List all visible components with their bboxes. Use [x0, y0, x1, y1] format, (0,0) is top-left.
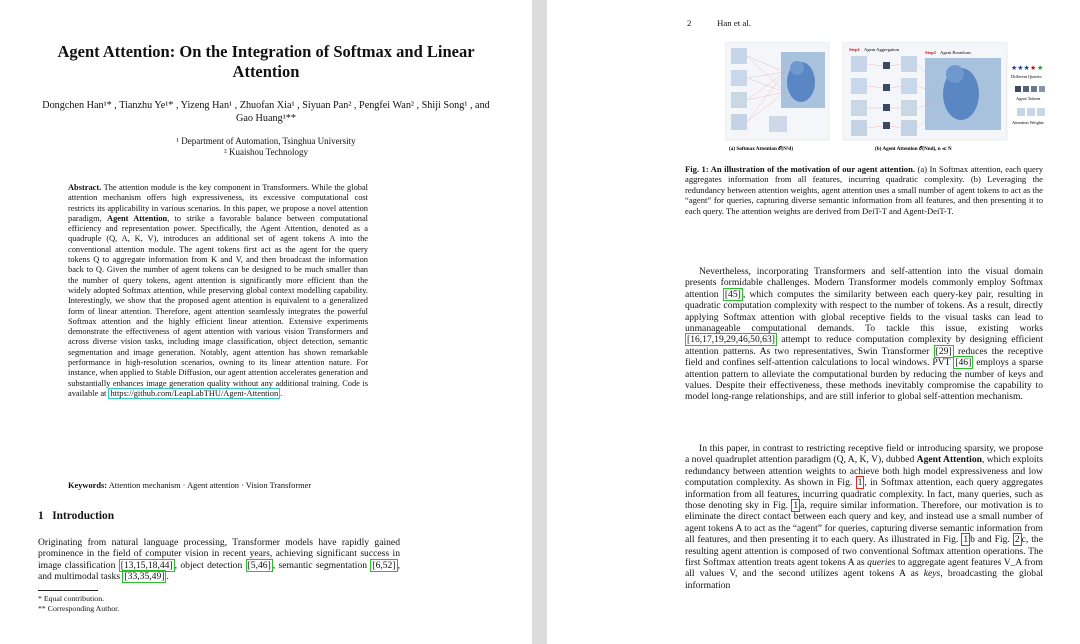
- section-heading: [38, 510, 114, 522]
- intro-paragraph: [38, 537, 400, 583]
- legend-weights: Attention Weights: [1012, 120, 1044, 125]
- step2-tag: Step2: [925, 50, 936, 55]
- paragraph-in-this-paper: [685, 443, 1043, 591]
- intro-text: , object detection: [174, 559, 243, 571]
- footnote-rule: [38, 590, 98, 591]
- body-text: , which exploits redundancy between attention weights to achieve both high model expressiveness and low computation complexity. As shown in Fig.: [685, 454, 1043, 489]
- abstract-text-b: , to strike a favorable balance between computational efficiency and representation power. Specifically, the Agent Attention, denoted as a quadruple (Q, A, K, V), introduces an additional set of agent tokens A into the conventional attention module. The agent tokens first act as the agent for the query tokens Q to aggregate information from K and V, and then broadcast the information back to Q. Given the number of agent tokens can be designed to be much smaller than the number of query tokens, agent attention is significantly more efficient than the widely adopted Softmax attention, while preserving global context modelling capability. Interestingly, we show that the proposed agent attention is equivalent to a generalized form of linear attention. Therefore, agent attention seamlessly integrates the powerful Softmax attention and the highly efficient linear attention. Extensive experiments demonstrate the effectiveness of agent attention with various vision Transformers and across diverse vision tasks, including image classification, object detection, semantic segmentation and image generation. Notably, agent attention has shown remarkable performance in high-resolution scenarios, owning to its linear attention nature. For instance, when applied to Stable Diffusion, our agent attention accelerates generation and substantially enhances image generation quality without any additional training. Code is available at: [68, 213, 369, 398]
- intro-text: .: [166, 571, 169, 583]
- figure-ref-link[interactable]: 1: [857, 477, 863, 489]
- citation-link[interactable]: [13,15,18,44]: [120, 559, 173, 571]
- step1-label: Agent Aggregation: [864, 47, 900, 52]
- star-icon: ★: [1037, 64, 1044, 72]
- citation-link[interactable]: [45]: [724, 288, 741, 300]
- body-text: employs a sparse attention pattern to alleviate the computational burden by reducing the number of keys and values. Despite their effectiveness, these methods inevitably compromise the capability to model long-range relationships, and are still inferior to global self-attention mechanism.: [685, 357, 1043, 403]
- star-icon: ★: [1030, 64, 1037, 72]
- softmax-attention-panel: [725, 42, 829, 140]
- body-text: , which computes the similarity between each query-key pair, resulting in quadratic computation complexity with respect to the number of tokens. As a result, directly applying Softmax attention with global receptive fields to the visual tasks can lead to unmanageable computational demands. To tackle this issue, existing works: [685, 288, 1044, 335]
- running-head: Han et al.: [717, 18, 751, 28]
- body-text: , in Softmax attention, each query aggregates information from all features, incurring quadratic complexity. In fact, many queries, such as those denoting sky in Fig.: [685, 477, 1043, 512]
- page-number: 2: [687, 18, 692, 28]
- body-text: c, the resulting agent attention is composed of two conventional Softmax attention operations. The first Softmax attention treats agent tokens A as: [685, 534, 1043, 569]
- affiliation-2: ² Kuaishou Technology: [224, 147, 308, 157]
- citation-link[interactable]: [46]: [955, 357, 972, 369]
- caption-title: Fig. 1: An illustration of the motivation of our agent attention.: [685, 164, 916, 174]
- agent-attention-panel: [843, 42, 1007, 140]
- page-left: [0, 0, 532, 644]
- legend-agent: Agent Tokens: [1016, 96, 1041, 101]
- body-text: , broadcasting the global information: [685, 568, 1043, 591]
- affiliations: [40, 136, 492, 158]
- abstract: [68, 183, 368, 399]
- citation-link[interactable]: [6,52]: [372, 559, 396, 571]
- abstract-bold: Agent Attention: [107, 213, 168, 223]
- step2-label: Agent Broadcast: [940, 50, 971, 55]
- citation-link[interactable]: [29]: [935, 345, 952, 357]
- affiliation-1: ¹ Department of Automation, Tsinghua University: [176, 136, 356, 146]
- body-italic: queries: [867, 557, 896, 569]
- abstract-label: Abstract.: [68, 183, 102, 192]
- figure-caption: [685, 164, 1043, 216]
- legend-queries: Different Queries: [1011, 74, 1042, 79]
- body-text: to aggregate agent features V_A from all values V, and the second utilizes agent tokens A as: [685, 557, 1043, 580]
- citation-link[interactable]: [33,35,49]: [124, 571, 165, 583]
- intro-text: , and multimodal tasks: [38, 559, 400, 583]
- body-text: reduces the receptive field and confines self-attention calculations to local windows. PVT: [685, 345, 1043, 369]
- figure-label-b: (b) Agent Attention 𝒪(Nnd), n ≪ N: [875, 146, 952, 152]
- intro-text: , semantic segmentation: [272, 559, 368, 571]
- citation-link[interactable]: [5,46]: [247, 559, 271, 571]
- paragraph-nevertheless: [685, 266, 1043, 403]
- footnotes: [38, 594, 398, 614]
- citation-link[interactable]: [16,17,19,29,46,50,63]: [687, 334, 775, 346]
- section-number: 1: [38, 510, 44, 522]
- caption-text: (a) In Softmax attention, each query aggregates information from all features, incurring quadratic complexity. (b) Leveraging the redundancy between attention weights, agent attention uses a small number of agent tokens to act as the “agent” for queries, capturing diverse semantic information from all features, and then presenting it to each query. The attention weights are derived from DeiT-T and Agent-DeiT-T.: [685, 164, 1044, 216]
- body-bold: Agent Attention: [916, 454, 982, 466]
- body-text: a, require similar information. Therefore, our motivation is to eliminate the direct contact between each query and key, and instead use a small number of agent tokens A to act as the “agent” for queries, capturing diverse semantic information from all features, and then presenting it to each query. As illustrated in Fig.: [685, 500, 1043, 546]
- step1-tag: Step1: [849, 47, 860, 52]
- page-right: [547, 0, 1080, 644]
- abstract-end: .: [280, 388, 283, 398]
- body-text: attempt to reduce computation complexity by designing efficient attention patterns. As two representatives, Swin Transformer: [685, 334, 1043, 357]
- footnote-corresponding: ** Corresponding Author.: [38, 604, 120, 613]
- abstract-text-a: The attention module is the key component in Transformers. While the global attention mechanism offers high expressiveness, its excessive computational cost restricts its applicability in various scenarios. In this paper, we propose a novel attention paradigm,: [68, 183, 368, 223]
- intro-text: Originating from natural language processing, Transformer models have rapidly gained prominence in the field of computer vision in recent years, achieving significant success in image classification: [38, 537, 400, 571]
- section-title: Introduction: [52, 510, 115, 522]
- author-list: Dongchen Han¹* , Tianzhu Ye¹* , Yizeng Han¹ , Zhuofan Xia¹ , Siyuan Pan² , Pengfei Wan² , Shiji Song¹ , and Gao Huang¹**: [42, 100, 490, 124]
- figure-ref-link[interactable]: 1: [793, 500, 799, 512]
- body-text: In this paper, in contrast to restricting receptive field or introducing sparsity, we propose a novel quadruplet attention paradigm (Q, A, K, V), dubbed: [685, 443, 1043, 466]
- figure-ref-link[interactable]: 2: [1014, 534, 1020, 546]
- code-link[interactable]: https://github.com/LeapLabTHU/Agent-Attention: [110, 388, 279, 398]
- body-text: Nevertheless, incorporating Transformers and self-attention into the visual domain presents formidable challenges. Modern Transformer models commonly employ Softmax attention: [685, 266, 1043, 300]
- stars-icon: ★★★: [1011, 64, 1030, 72]
- page-gap: [532, 0, 547, 644]
- figure-ref-link[interactable]: 1: [963, 534, 969, 546]
- footnote-equal: * Equal contribution.: [38, 594, 105, 603]
- figure-1: [725, 42, 1055, 158]
- body-text: b and Fig.: [970, 534, 1010, 546]
- paper-title: Agent Attention: On the Integration of Softmax and Linear Attention: [57, 42, 475, 81]
- keywords: [68, 481, 388, 491]
- body-italic: keys: [923, 568, 941, 580]
- figure-label-a: (a) Softmax Attention 𝒪(N²d): [729, 146, 794, 152]
- keywords-label: Keywords:: [68, 481, 108, 490]
- keywords-text: Attention mechanism · Agent attention · Vision Transformer: [108, 481, 312, 490]
